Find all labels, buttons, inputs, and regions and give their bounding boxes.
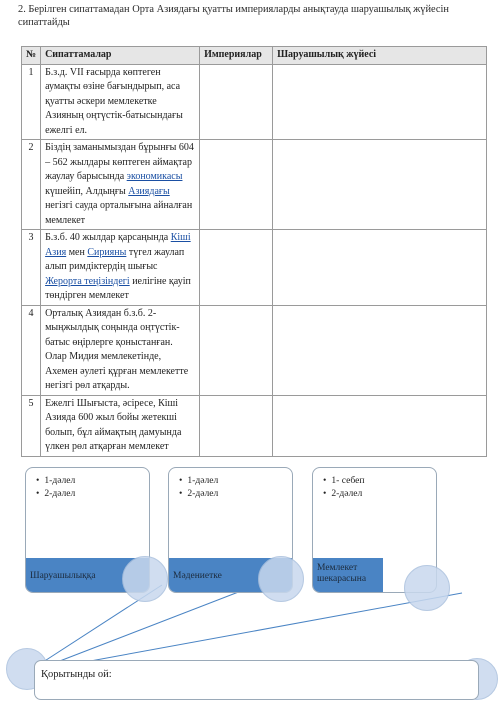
decorative-circle bbox=[404, 565, 450, 611]
box-label: Шаруашылыққа bbox=[26, 558, 149, 592]
box-list bbox=[169, 474, 292, 500]
description-text: иелігіне қауіп төндірген мемлекет bbox=[45, 275, 191, 301]
description-text: Б.з.б. 40 жылдар қарсаңында bbox=[45, 232, 171, 243]
list-item: • 2-дәлел bbox=[46, 487, 149, 500]
list-item: • 2-дәлел bbox=[189, 487, 292, 500]
description-text: мен bbox=[66, 246, 88, 258]
wiki-link[interactable]: Азиядағы bbox=[128, 185, 170, 197]
decorative-circle bbox=[122, 556, 168, 602]
box-label: Мемлекет шекарасына bbox=[313, 558, 383, 592]
header-characteristics: Сипаттамалар bbox=[41, 47, 200, 65]
row-number: 2 bbox=[22, 140, 41, 230]
box-list bbox=[313, 474, 436, 500]
wiki-link[interactable]: Жерорта теңізіндегі bbox=[45, 275, 130, 287]
question-2-text: 2. Берілген сипаттамадан Орта Азиядағы қуатты империяларды анықтауда шаруашылық жүйесін сипаттайды bbox=[18, 4, 449, 28]
row-number: 1 bbox=[22, 64, 41, 140]
wiki-link[interactable]: Сирияны bbox=[87, 246, 127, 258]
list-item: • 2-дәлел bbox=[333, 487, 436, 500]
header-empires: Империялар bbox=[200, 47, 273, 65]
list-item: • 1-дәлел bbox=[189, 474, 292, 487]
list-item: • 1-дәлел bbox=[46, 474, 149, 487]
row-number: 5 bbox=[22, 395, 41, 456]
description-text: Ежелгі Шығыста, әсіресе, Кіші Азияда 600 жыл бойы жетекші болып, бұл аймақтың дамуында үлкен рөл атқарған мемлекет bbox=[45, 397, 182, 452]
description-text: күшейіп, Алдыңғы bbox=[45, 185, 129, 197]
box-list bbox=[26, 474, 149, 500]
conclusion-box[interactable] bbox=[34, 660, 479, 700]
header-number: № bbox=[22, 47, 41, 65]
description-text: Біздің заманымыздан бұрынғы 604 – 562 жылдары көптеген аймақтар жаулау барысында bbox=[45, 142, 194, 182]
description-text: түгел жаулап алып римдіктердің шығыс bbox=[45, 246, 185, 272]
list-item: • 1- себеп bbox=[333, 474, 436, 487]
description-text: негізгі сауда орталығына айналған мемлекет bbox=[45, 200, 193, 226]
row-number: 4 bbox=[22, 305, 41, 395]
description-text: Б.з.д. VII ғасырда көптеген аумақты өзіне бағындырып, аса қуатты әскери мемлекетке Азияның оңтүстік-батысындағы ежелгі ел. bbox=[45, 66, 183, 136]
box-label: Мәдениетке bbox=[169, 558, 292, 592]
decorative-circle bbox=[258, 556, 304, 602]
row-number: 3 bbox=[22, 230, 41, 306]
header-economy: Шаруашылық жүйесі bbox=[273, 47, 487, 65]
description-text: Орталық Азиядан б.з.б. 2-мыңжылдық соңында оңтүстік-батыс өңірлерге қоныстанған. Олар Мидия мемлекетінде, Ахемен әулеті құрған мемлекетте негізгі рөл атқарды. bbox=[45, 307, 189, 391]
wiki-link[interactable]: Кіші Азия bbox=[45, 232, 191, 258]
wiki-link[interactable]: экономикасы bbox=[126, 171, 183, 182]
conclusion-label: Қорытынды ой: bbox=[41, 669, 112, 680]
